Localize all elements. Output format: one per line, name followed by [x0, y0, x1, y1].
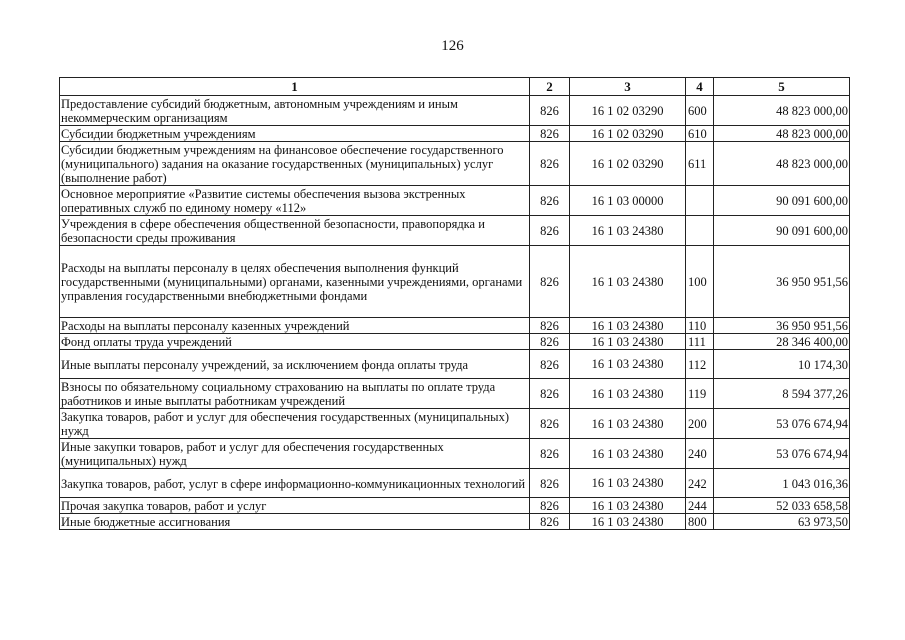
table-row [60, 409, 850, 439]
table-header [60, 78, 850, 96]
row-csr: 16 1 03 24380 [570, 439, 686, 469]
row-csr: 16 1 03 24380 [570, 350, 686, 379]
row-name: Учреждения в сфере обеспечения общественной безопасности, правопорядка и безопасности среды проживания [60, 216, 530, 246]
row-vr: 100 [686, 246, 714, 318]
row-amount: 36 950 951,56 [714, 246, 850, 318]
row-code: 826 [530, 186, 570, 216]
row-code: 826 [530, 126, 570, 142]
row-vr: 800 [686, 514, 714, 530]
row-code: 826 [530, 379, 570, 409]
row-name: Субсидии бюджетным учреждениям на финансовое обеспечение государственного (муниципального) задания на оказание государственных (муниципальных) услуг (выполнение работ) [60, 142, 530, 186]
header-col-name: 1 [60, 78, 530, 96]
row-name: Взносы по обязательному социальному страхованию на выплаты по оплате труда работников и иные выплаты работникам учреждений [60, 379, 530, 409]
row-vr: 611 [686, 142, 714, 186]
row-code: 826 [530, 216, 570, 246]
row-amount: 8 594 377,26 [714, 379, 850, 409]
row-vr: 119 [686, 379, 714, 409]
row-name: Расходы на выплаты персоналу в целях обеспечения выполнения функций государственными (муниципальными) органами, казенными учреждениями, органами управления государственными внебюджетными фондами [60, 246, 530, 318]
row-code: 826 [530, 334, 570, 350]
row-amount: 48 823 000,00 [714, 142, 850, 186]
row-name: Основное мероприятие «Развитие системы обеспечения вызова экстренных оперативных служб по единому номеру «112» [60, 186, 530, 216]
row-name: Предоставление субсидий бюджетным, автономным учреждениям и иным некоммерческим организациям [60, 96, 530, 126]
row-name: Иные закупки товаров, работ и услуг для обеспечения государственных (муниципальных) нужд [60, 439, 530, 469]
row-csr: 16 1 02 03290 [570, 142, 686, 186]
row-csr: 16 1 02 03290 [570, 126, 686, 142]
table-body [60, 96, 850, 530]
row-csr: 16 1 03 24380 [570, 246, 686, 318]
row-code: 826 [530, 498, 570, 514]
row-amount: 52 033 658,58 [714, 498, 850, 514]
row-csr: 16 1 02 03290 [570, 96, 686, 126]
row-vr: 610 [686, 126, 714, 142]
header-col-code: 2 [530, 78, 570, 96]
table-row [60, 498, 850, 514]
header-col-vr: 4 [686, 78, 714, 96]
header-col-csr: 3 [570, 78, 686, 96]
table-row [60, 469, 850, 498]
row-vr: 112 [686, 350, 714, 379]
table-row [60, 186, 850, 216]
row-name: Иные выплаты персоналу учреждений, за исключением фонда оплаты труда [60, 350, 530, 379]
row-amount: 63 973,50 [714, 514, 850, 530]
table-row [60, 126, 850, 142]
row-vr: 242 [686, 469, 714, 498]
row-name: Иные бюджетные ассигнования [60, 514, 530, 530]
row-amount: 28 346 400,00 [714, 334, 850, 350]
header-row [60, 78, 850, 96]
row-csr: 16 1 03 24380 [570, 318, 686, 334]
row-name: Закупка товаров, работ и услуг для обеспечения государственных (муниципальных) нужд [60, 409, 530, 439]
row-code: 826 [530, 409, 570, 439]
row-code: 826 [530, 142, 570, 186]
table-row [60, 379, 850, 409]
row-amount: 10 174,30 [714, 350, 850, 379]
table-row [60, 216, 850, 246]
row-amount: 48 823 000,00 [714, 96, 850, 126]
row-amount: 90 091 600,00 [714, 216, 850, 246]
row-vr: 600 [686, 96, 714, 126]
row-name: Субсидии бюджетным учреждениям [60, 126, 530, 142]
row-csr: 16 1 03 24380 [570, 379, 686, 409]
row-vr: 240 [686, 439, 714, 469]
row-code: 826 [530, 439, 570, 469]
row-amount: 53 076 674,94 [714, 439, 850, 469]
table-row [60, 334, 850, 350]
page-number: 126 [441, 38, 464, 54]
table-row [60, 514, 850, 530]
row-code: 826 [530, 514, 570, 530]
row-code: 826 [530, 246, 570, 318]
row-csr: 16 1 03 24380 [570, 216, 686, 246]
row-vr: 111 [686, 334, 714, 350]
row-vr [686, 186, 714, 216]
row-code: 826 [530, 469, 570, 498]
row-amount: 36 950 951,56 [714, 318, 850, 334]
table-row [60, 142, 850, 186]
row-code: 826 [530, 318, 570, 334]
row-name: Фонд оплаты труда учреждений [60, 334, 530, 350]
table-row [60, 246, 850, 318]
header-col-amount: 5 [714, 78, 850, 96]
row-amount: 1 043 016,36 [714, 469, 850, 498]
row-csr: 16 1 03 24380 [570, 498, 686, 514]
row-vr [686, 216, 714, 246]
budget-table [59, 77, 850, 530]
table-row [60, 96, 850, 126]
row-amount: 53 076 674,94 [714, 409, 850, 439]
row-csr: 16 1 03 24380 [570, 409, 686, 439]
row-vr: 244 [686, 498, 714, 514]
row-csr: 16 1 03 24380 [570, 469, 686, 498]
row-name: Закупка товаров, работ, услуг в сфере информационно-коммуникационных технологий [60, 469, 530, 498]
row-vr: 110 [686, 318, 714, 334]
row-code: 826 [530, 350, 570, 379]
row-csr: 16 1 03 24380 [570, 514, 686, 530]
table-row [60, 439, 850, 469]
row-csr: 16 1 03 24380 [570, 334, 686, 350]
row-csr: 16 1 03 00000 [570, 186, 686, 216]
row-name: Расходы на выплаты персоналу казенных учреждений [60, 318, 530, 334]
row-amount: 48 823 000,00 [714, 126, 850, 142]
row-amount: 90 091 600,00 [714, 186, 850, 216]
row-vr: 200 [686, 409, 714, 439]
table-row [60, 318, 850, 334]
row-code: 826 [530, 96, 570, 126]
row-name: Прочая закупка товаров, работ и услуг [60, 498, 530, 514]
table-row [60, 350, 850, 379]
